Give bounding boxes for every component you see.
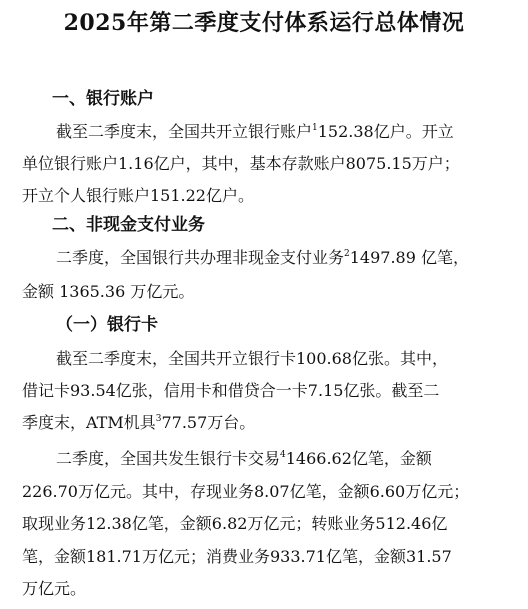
paragraph-line: 万亿元。 — [22, 579, 87, 598]
paragraph-line: 笔，金额181.71万亿元；消费业务933.71亿笔，金额31.57 — [22, 547, 452, 566]
text-run: 二季度，全国共发生银行卡交易 — [56, 449, 281, 468]
paragraph-line — [56, 121, 454, 143]
paragraph-line: 226.70万亿元。其中，存现业务8.07亿笔，金额6.60万亿元； — [22, 482, 470, 501]
text-run: 77.57万台。 — [161, 413, 256, 432]
document-title: 2025年第二季度支付体系运行总体情况 — [63, 10, 465, 36]
text-run: 152.38亿户。开立 — [317, 122, 454, 141]
paragraph-line: 取现业务12.38亿笔，金额6.82万亿元；转账业务512.46亿 — [22, 514, 448, 533]
text-run: 二季度，全国银行共办理非现金支付业务 — [56, 248, 345, 267]
paragraph-line — [56, 247, 469, 269]
paragraph-line — [56, 448, 432, 470]
footnote-marker: 4 — [280, 450, 286, 460]
paragraph-line: 开立个人银行账户151.22亿户。 — [22, 186, 254, 205]
paragraph-line: 金额 1365.36 万亿元。 — [22, 282, 195, 301]
footnote-marker: 3 — [155, 414, 162, 424]
paragraph-line: 截至二季度末，全国共开立银行卡100.68亿张。其中， — [56, 349, 448, 368]
text-run: 截至二季度末，全国共开立银行账户 — [56, 122, 313, 141]
text-run: 季度末，ATM机具 — [22, 413, 156, 432]
footnote-marker: 1 — [312, 123, 318, 133]
text-run: 1497.89 亿笔， — [349, 248, 470, 267]
section-heading-bank-accounts: 一、银行账户 — [52, 89, 154, 109]
paragraph-line: 借记卡93.54亿张，信用卡和借贷合一卡7.15亿张。截至二 — [22, 381, 440, 400]
section-heading-non-cash-payments: 二、非现金支付业务 — [52, 215, 205, 235]
text-run: 1466.62亿笔，金额 — [285, 449, 432, 468]
paragraph-line: 单位银行账户1.16亿户，其中，基本存款账户8075.15万户； — [22, 154, 460, 173]
paragraph-line — [22, 412, 255, 434]
subsection-heading-bank-cards: （一）银行卡 — [56, 315, 158, 335]
footnote-marker: 2 — [344, 249, 350, 259]
